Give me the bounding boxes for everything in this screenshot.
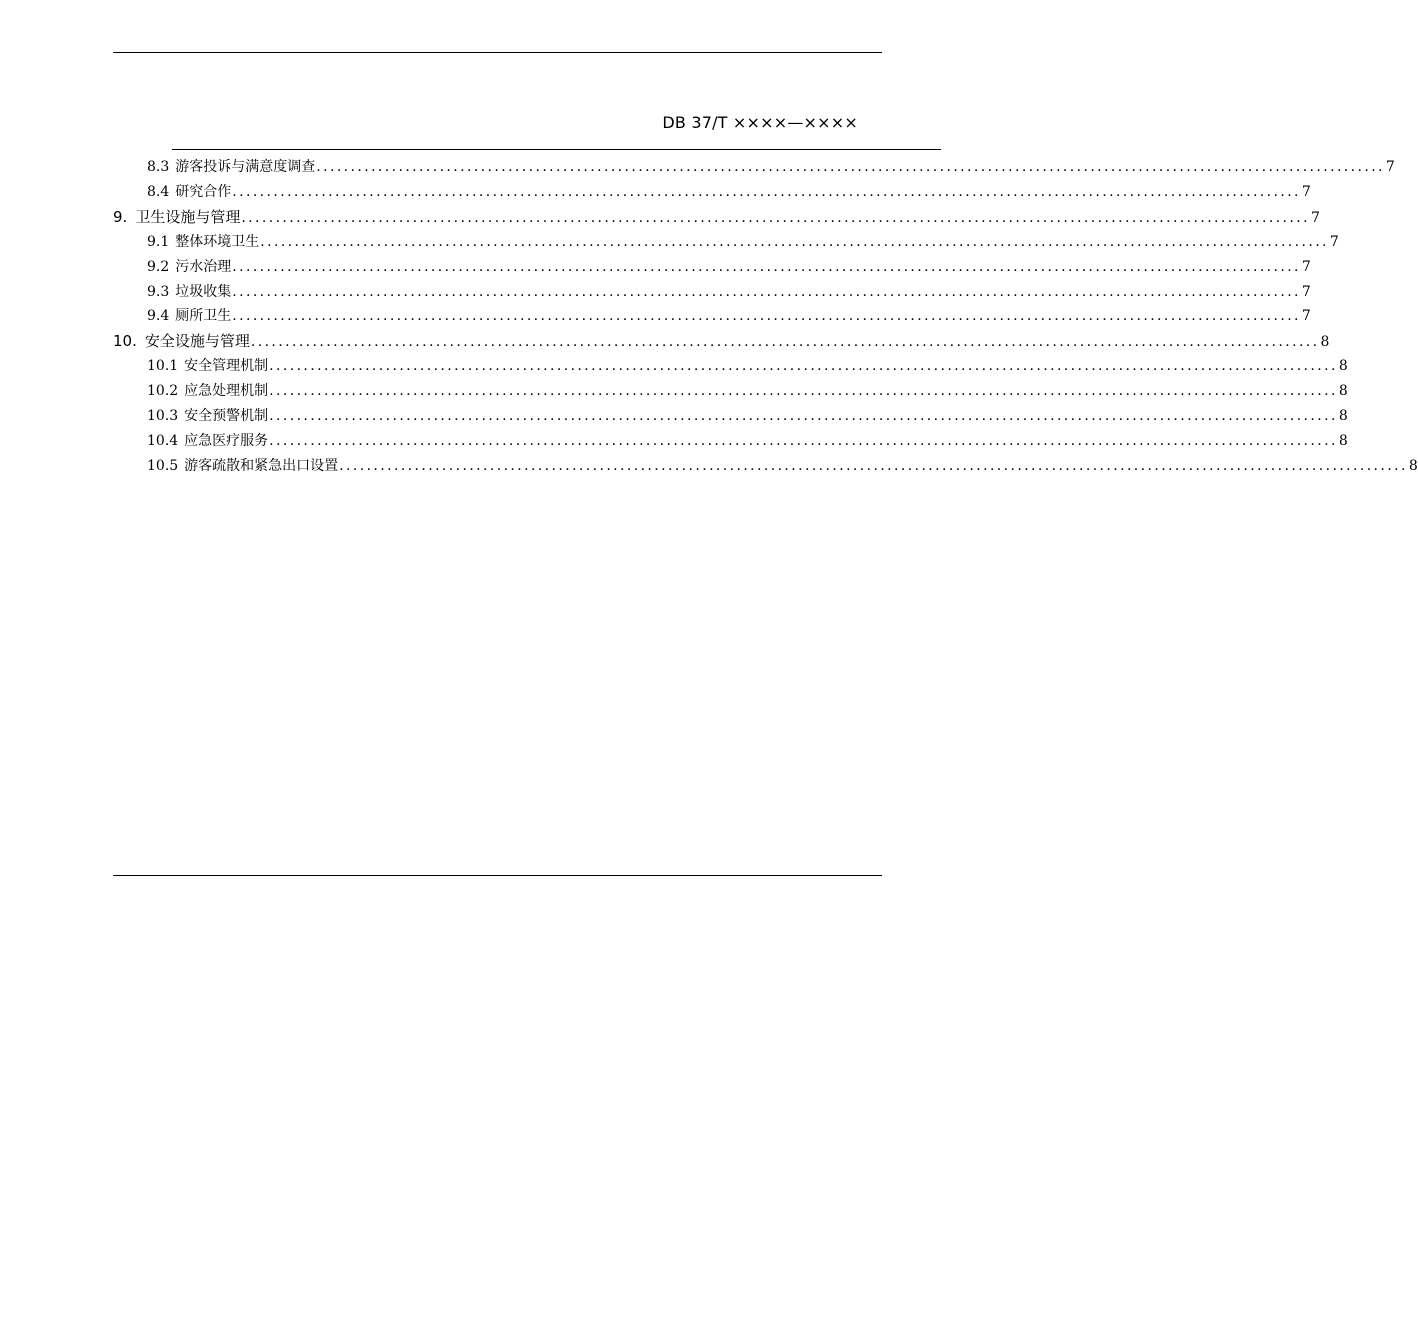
toc-entry-page-number: 7 <box>1310 210 1320 226</box>
toc-entry[interactable] <box>147 304 1311 328</box>
toc-entry-page-number: 8 <box>1320 334 1330 350</box>
toc-dot-leader: ............................................................................................................................................................ <box>232 259 1301 275</box>
toc-dot-leader: ............................................................................................................................................................ <box>269 358 1338 374</box>
toc-dot-leader: ............................................................................................................................................................ <box>232 184 1301 200</box>
toc-entry[interactable] <box>147 354 1348 378</box>
toc-dot-leader: ............................................................................................................................................................ <box>269 383 1338 399</box>
toc-entry[interactable] <box>147 255 1311 279</box>
toc-entry[interactable] <box>113 329 1330 353</box>
toc-entry-number: 10.5 <box>147 458 179 474</box>
toc-entry-title: 污水治理 <box>175 259 232 275</box>
toc-entry-title: 研究合作 <box>175 184 232 200</box>
header-divider <box>172 149 941 150</box>
toc-dot-leader: ............................................................................................................................................................ <box>269 408 1338 424</box>
toc-entry[interactable] <box>147 379 1348 403</box>
toc-dot-leader: ............................................................................................................................................................ <box>241 210 1310 226</box>
toc-entry-title: 应急医疗服务 <box>184 433 269 449</box>
toc-entry-number: 9. <box>113 208 128 226</box>
toc-entry-title: 垃圾收集 <box>175 284 232 300</box>
toc-entry-page-number: 8 <box>1408 458 1418 474</box>
toc-entry-number: 9.2 <box>147 259 170 275</box>
toc-entry-title: 卫生设施与管理 <box>135 208 241 226</box>
document-code: DB 37/T ××××—×××× <box>662 113 858 132</box>
toc-entry-number: 8.4 <box>147 184 170 200</box>
toc-entry-page-number: 7 <box>1301 284 1311 300</box>
toc-entry-number: 10.3 <box>147 408 179 424</box>
toc-entry-page-number: 8 <box>1338 383 1348 399</box>
toc-entry-number: 10.2 <box>147 383 179 399</box>
toc-dot-leader: ............................................................................................................................................................ <box>250 334 1320 350</box>
toc-dot-leader: ............................................................................................................................................................ <box>232 308 1301 324</box>
toc-entry-number: 10. <box>113 332 137 350</box>
toc-entry-page-number: 8 <box>1338 358 1348 374</box>
toc-entry[interactable] <box>147 155 1395 179</box>
toc-entry-page-number: 8 <box>1338 433 1348 449</box>
toc-entry-title: 安全设施与管理 <box>144 332 250 350</box>
toc-dot-leader: ............................................................................................................................................................ <box>269 433 1338 449</box>
toc-entry[interactable] <box>147 404 1348 428</box>
toc-entry-page-number: 7 <box>1329 234 1339 250</box>
toc-entry-number: 10.1 <box>147 358 179 374</box>
toc-dot-leader: ............................................................................................................................................................ <box>316 159 1385 175</box>
toc-entry[interactable] <box>147 180 1311 204</box>
bottom-divider <box>113 875 882 876</box>
toc-entry[interactable] <box>147 280 1311 304</box>
toc-entry-title: 游客投诉与满意度调查 <box>175 159 316 175</box>
toc-entry[interactable] <box>147 429 1348 453</box>
toc-dot-leader: ............................................................................................................................................................ <box>260 234 1329 250</box>
toc-entry-number: 9.4 <box>147 308 170 324</box>
toc-entry-number: 8.3 <box>147 159 170 175</box>
toc-entry-title: 游客疏散和紧急出口设置 <box>184 458 339 474</box>
toc-dot-leader: ............................................................................................................................................................ <box>339 458 1408 474</box>
toc-entry[interactable] <box>113 205 1320 229</box>
toc-entry-page-number: 7 <box>1301 259 1311 275</box>
toc-entry-title: 应急处理机制 <box>184 383 269 399</box>
toc-entry[interactable] <box>147 454 1418 478</box>
toc-entry-page-number: 7 <box>1301 184 1311 200</box>
toc-entry-title: 整体环境卫生 <box>175 234 260 250</box>
toc-entry[interactable] <box>147 230 1339 254</box>
toc-entry-number: 10.4 <box>147 433 179 449</box>
toc-entry-page-number: 8 <box>1338 408 1348 424</box>
toc-entry-title: 安全管理机制 <box>184 358 269 374</box>
top-divider <box>113 52 882 53</box>
toc-entry-page-number: 7 <box>1301 308 1311 324</box>
toc-entry-title: 安全预警机制 <box>184 408 269 424</box>
toc-entry-title: 厕所卫生 <box>175 308 232 324</box>
toc-entry-number: 9.1 <box>147 234 170 250</box>
toc-entry-page-number: 7 <box>1385 159 1395 175</box>
toc-dot-leader: ............................................................................................................................................................ <box>232 284 1301 300</box>
toc-entry-number: 9.3 <box>147 284 170 300</box>
